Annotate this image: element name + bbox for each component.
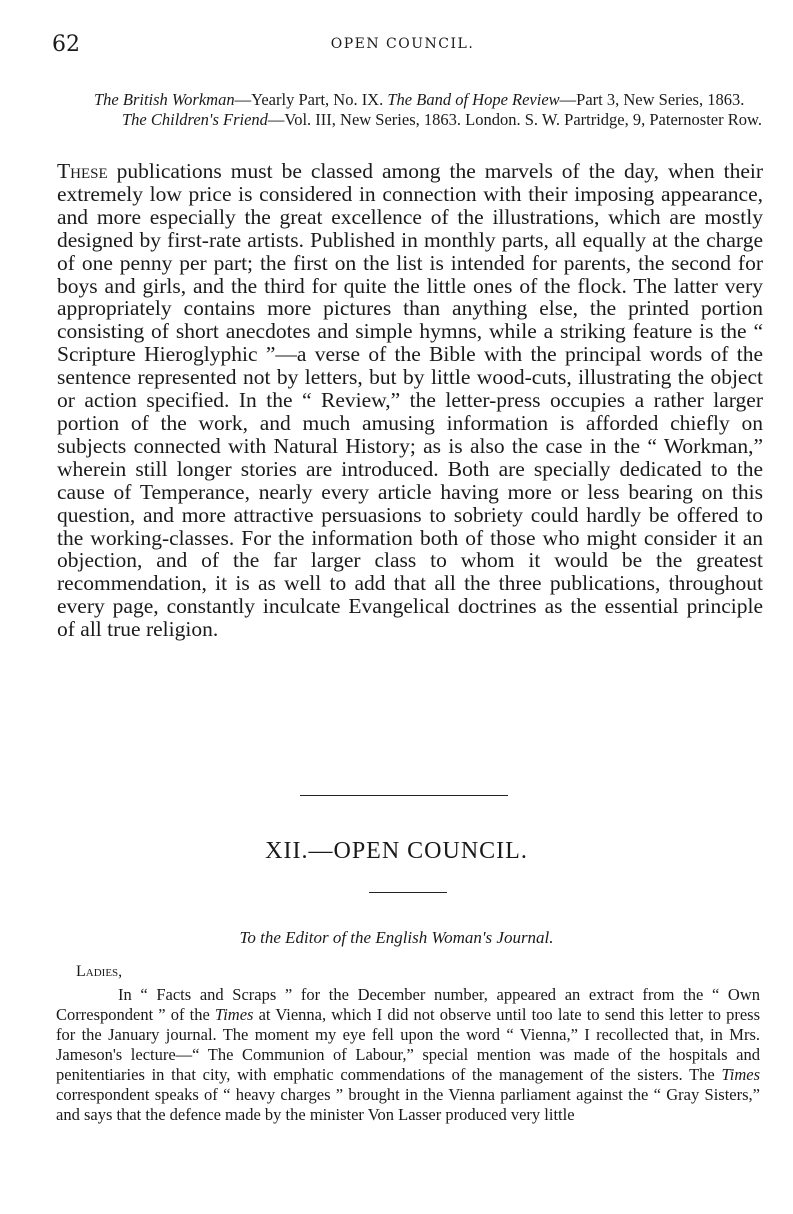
- work-details: —Vol. III, New Series, 1863. London. S. W. Partridge, 9, Paternoster Row.: [267, 110, 762, 129]
- work-title: The Children's Friend: [122, 110, 268, 129]
- work-details: —Part 3, New Series, 1863.: [559, 90, 745, 109]
- newspaper-name: Times: [214, 1005, 254, 1024]
- bibliographic-citation: [94, 90, 763, 130]
- newspaper-name: Times: [721, 1065, 760, 1084]
- running-head: OPEN COUNCIL.: [330, 36, 475, 52]
- section-divider: [300, 795, 508, 796]
- letter-salutation: Ladies,: [76, 963, 123, 980]
- letter-address: To the Editor of the English Woman's Journal.: [239, 928, 554, 947]
- page-number: 62: [52, 32, 80, 57]
- work-title: The Band of Hope Review: [387, 90, 560, 109]
- page-header: [52, 32, 753, 56]
- letter-text: In “ Facts and Scraps ” for the December number, appeared an extract from the “ Own Correspondent ” of the: [56, 985, 760, 1024]
- review-text: publications must be classed among the marvels of the day, when their extremely low price is considered in connection with their imposing appearance, and more especially the great excellence of the illustrations, which are mostly designed by first-rate artists. Published in monthly parts, all equally at the charge of one penny per part; the first on the list is intended for parents, the second for boys and girls, and the third for quite the little ones of the flock. The latter very appropriately contains more pictures than anything else, the printed portion consisting of short anecdotes and simple hymns, while a striking feature is the “ Scripture Hieroglyphic ”—a verse of the Bible with the principal words of the sentence represented not by letters, but by little wood-cuts, illustrating the object or action specified. In the “ Review,” the letter-press occupies a rather larger portion of the work, and much amusing information is afforded chiefly on subjects connected with Natural History; as is also the case in the “ Workman,” wherein still longer stories are introduced. Both are specially dedicated to the cause of Temperance, nearly every article having more or less bearing on this question, and more attractive persuasions to sobriety could hardly be offered to the working-classes. For the information both of those who might consider it an objection, and of the far larger class to whom it would be the greatest recommendation, it is as well to add that all the three publications, throughout every page, constantly inculcate Evangelical doctrines as the essential principle of all true religion.: [57, 159, 763, 642]
- letter-text: at Vienna, which I did not observe until too late to send this letter to press for the January journal. The moment my eye fell upon the word “ Vienna,” I recollected that, in Mrs. Jameson's lecture—“ The Communion of Labour,” special mention was made of the hospitals and penitentiaries in that city, with emphatic commendations of the management of the sisters. The: [56, 1005, 760, 1084]
- title-underline: [369, 892, 447, 893]
- work-title: The British Workman: [94, 90, 235, 109]
- letter-text: correspondent speaks of “ heavy charges ” brought in the Vienna parliament against the “ Gray Sisters,” and says that the defence made by the minister Von Lasser produced very little: [56, 1085, 760, 1124]
- section-title: XII.—OPEN COUNCIL.: [265, 838, 528, 864]
- work-details: —Yearly Part, No. IX.: [234, 90, 388, 109]
- lead-word: These: [57, 159, 108, 183]
- review-paragraph: [57, 160, 763, 641]
- letter-body: [56, 985, 760, 1125]
